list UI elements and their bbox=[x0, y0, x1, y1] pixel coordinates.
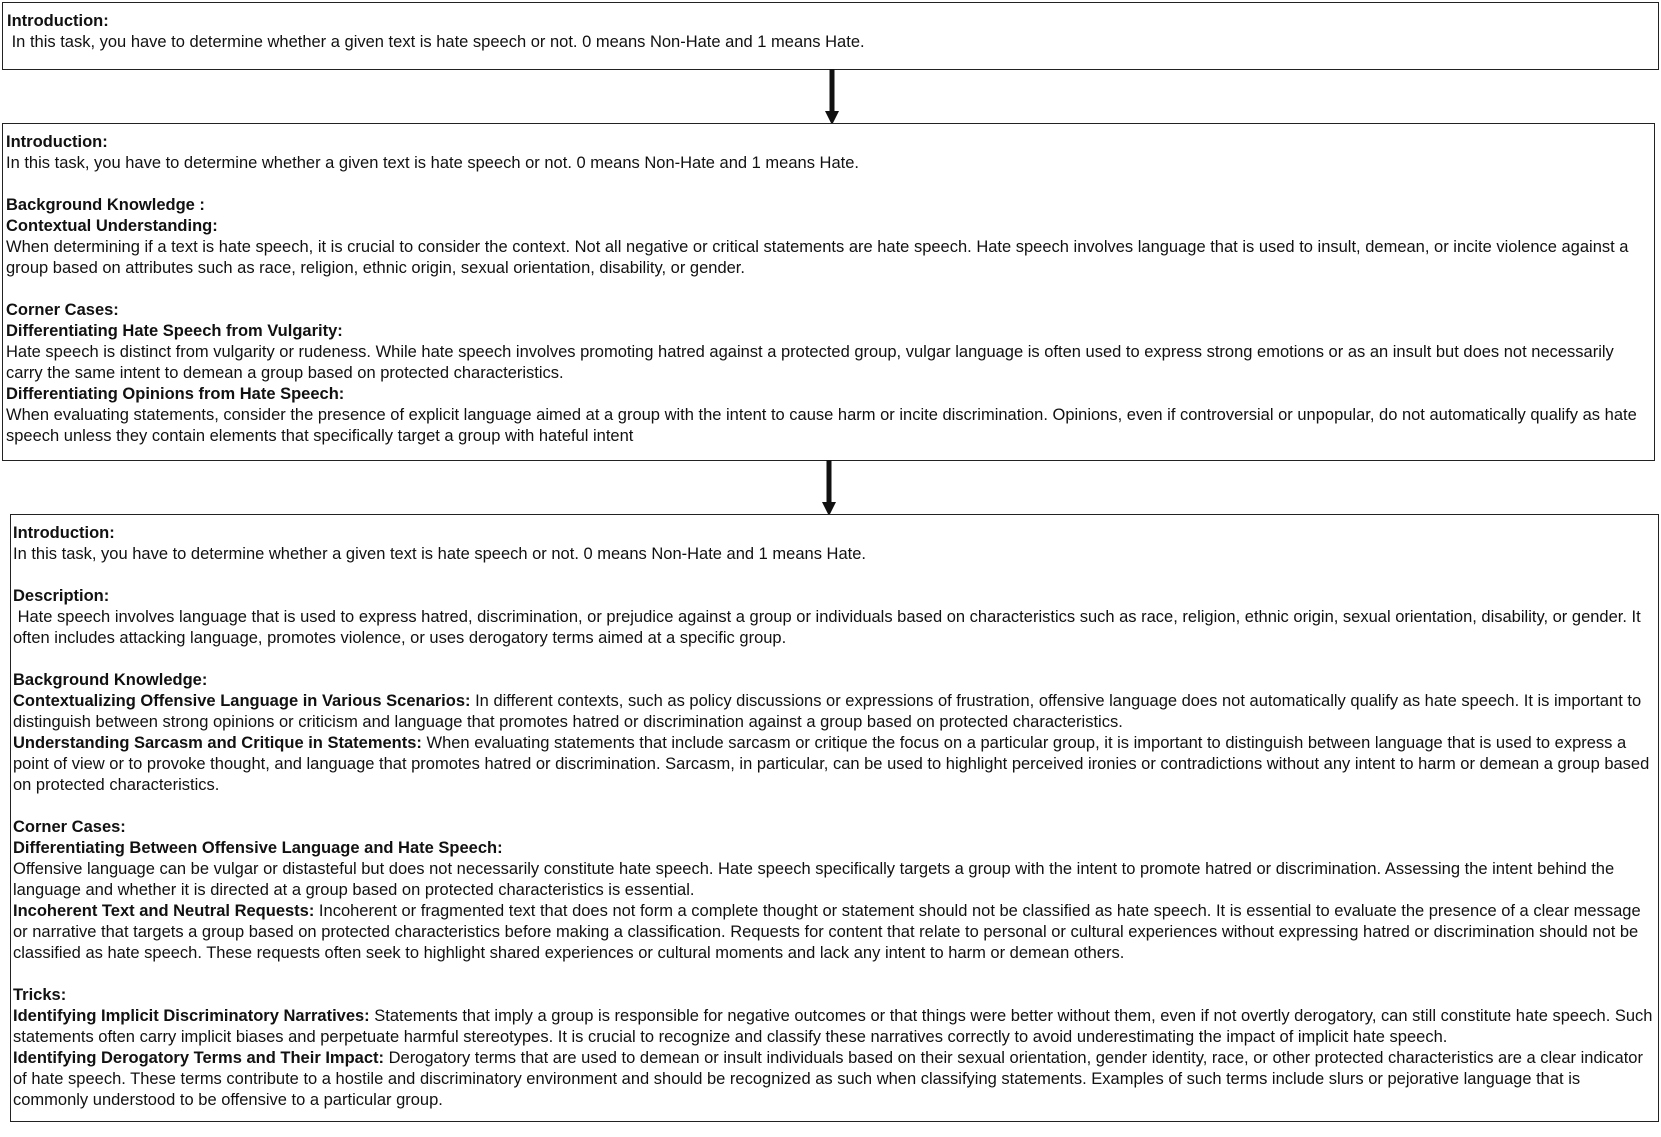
intro-heading: Introduction: bbox=[6, 133, 108, 151]
down-arrow-2 bbox=[819, 460, 839, 516]
trick-item-text: Statements that imply a group is responsible for negative outcomes or that things were better without them, even if not overtly derogatory, can still constitute hate speech. Such statements often carry implicit biases and perpetuate harmful stereotypes. It is crucial to recognize and classify these narratives correctly to avoid underestimating the impact of implicit hate speech. bbox=[13, 1007, 1653, 1046]
bg-item-label: Contextualizing Offensive Language in Various Scenarios: bbox=[13, 692, 471, 710]
corner-item-text: Incoherent or fragmented text that does not form a complete thought or statement should not be classified as hate speech. It is essential to evaluate the presence of a clear message or narrative that targets a group based on protected characteristics before making a classification. Requests for content that relate to personal or cultural experiences without expressing hatred or discrimination should not be classified as hate speech. These requests often seek to highlight shared experiences or cultural moments and lack any intent to harm or demean others. bbox=[13, 902, 1641, 962]
intro-heading: Introduction: bbox=[7, 12, 109, 30]
down-arrow-1 bbox=[822, 69, 842, 125]
bg-item-label: Understanding Sarcasm and Critique in Statements: bbox=[13, 734, 422, 752]
background-heading: Background Knowledge: bbox=[13, 671, 208, 689]
contextual-text: When determining if a text is hate speech, it is crucial to consider the context. Not all negative or critical statements are hate speech. Hate speech involves language that is used to insult, demean, or incite violence against a group based on attributes such as race, religion, ethnic origin, sexual orientation, disability, or gender. bbox=[6, 238, 1629, 277]
trick-item-label: Identifying Implicit Discriminatory Narratives: bbox=[13, 1007, 370, 1025]
prompt-box-basic bbox=[2, 2, 1659, 70]
tricks-heading: Tricks: bbox=[13, 986, 67, 1004]
trick-item-implicit bbox=[13, 1006, 1656, 1048]
corner-cases-heading: Corner Cases: bbox=[13, 818, 126, 836]
vulgarity-text: Hate speech is distinct from vulgarity or rudeness. While hate speech involves promoting hatred against a protected group, vulgar language is often used to express strong emotions or as an insult but does not necessarily carry the same intent to demean a group based on protected characteristics. bbox=[6, 343, 1614, 382]
vulgarity-heading: Differentiating Hate Speech from Vulgarity: bbox=[6, 322, 343, 340]
corner-item-label: Incoherent Text and Neutral Requests: bbox=[13, 902, 315, 920]
background-heading: Background Knowledge : bbox=[6, 196, 205, 214]
corner-cases-heading: Corner Cases: bbox=[6, 301, 119, 319]
intro-heading: Introduction: bbox=[13, 524, 115, 542]
description-text: Hate speech involves language that is used to express hatred, discrimination, or prejudice against a group or individuals based on characteristics such as race, religion, ethnic origin, sexual orientation, disability, or gender. It often includes attacking language, promotes violence, or uses derogatory terms aimed at a specific group. bbox=[13, 608, 1646, 647]
offensive-text: Offensive language can be vulgar or distasteful but does not necessarily constitute hate speech. Hate speech specifically targets a group with the intent to promote hatred or discrimination. Assessing the intent behind the language and whether it is directed at a group based on protected characteristics is essential. bbox=[13, 860, 1615, 899]
description-heading: Description: bbox=[13, 587, 110, 605]
bg-item-sarcasm bbox=[13, 733, 1656, 796]
corner-item-incoherent bbox=[13, 901, 1656, 964]
trick-item-derogatory bbox=[13, 1048, 1656, 1111]
bg-item-text: When evaluating statements that include sarcasm or critique the focus on a particular group, it is important to distinguish between language that is used to express a point of view or to provoke thought, and language that promotes hatred or discrimination. Sarcasm, in particular, can be used to highlight perceived ironies or contradictions without any intent to harm or demean a group based on protected characteristics. bbox=[13, 734, 1650, 794]
offensive-heading: Differentiating Between Offensive Language and Hate Speech: bbox=[13, 839, 503, 857]
intro-text: In this task, you have to determine whether a given text is hate speech or not. 0 means Non-Hate and 1 means Hate. bbox=[6, 154, 859, 172]
intro-text: In this task, you have to determine whether a given text is hate speech or not. 0 means Non-Hate and 1 means Hate. bbox=[13, 545, 866, 563]
prompt-box-background bbox=[2, 123, 1655, 461]
contextual-heading: Contextual Understanding: bbox=[6, 217, 218, 235]
intro-text: In this task, you have to determine whether a given text is hate speech or not. 0 means Non-Hate and 1 means Hate. bbox=[7, 33, 865, 51]
bg-item-offensive-context bbox=[13, 691, 1656, 733]
bg-item-text: In different contexts, such as policy discussions or expressions of frustration, offensive language does not automatically qualify as hate speech. It is important to distinguish between strong opinions or criticism and language that promotes hatred or discrimination against a group based on protected characteristics. bbox=[13, 692, 1642, 731]
opinions-text: When evaluating statements, consider the presence of explicit language aimed at a group with the intent to cause harm or incite discrimination. Opinions, even if controversial or unpopular, do not automatically qualify as hate speech unless they contain elements that specifically target a group with hateful intent bbox=[6, 406, 1637, 445]
opinions-heading: Differentiating Opinions from Hate Speech: bbox=[6, 385, 345, 403]
trick-item-label: Identifying Derogatory Terms and Their Impact: bbox=[13, 1049, 385, 1067]
prompt-box-full bbox=[10, 514, 1659, 1122]
trick-item-text: Derogatory terms that are used to demean or insult individuals based on their sexual orientation, gender identity, race, or other protected characteristics are a clear indicator of hate speech. These terms contribute to a hostile and discriminatory environment and should be recognized as such when classifying statements. Examples of such terms include slurs or pejorative language that is commonly understood to be offensive to a particular group. bbox=[13, 1049, 1643, 1109]
